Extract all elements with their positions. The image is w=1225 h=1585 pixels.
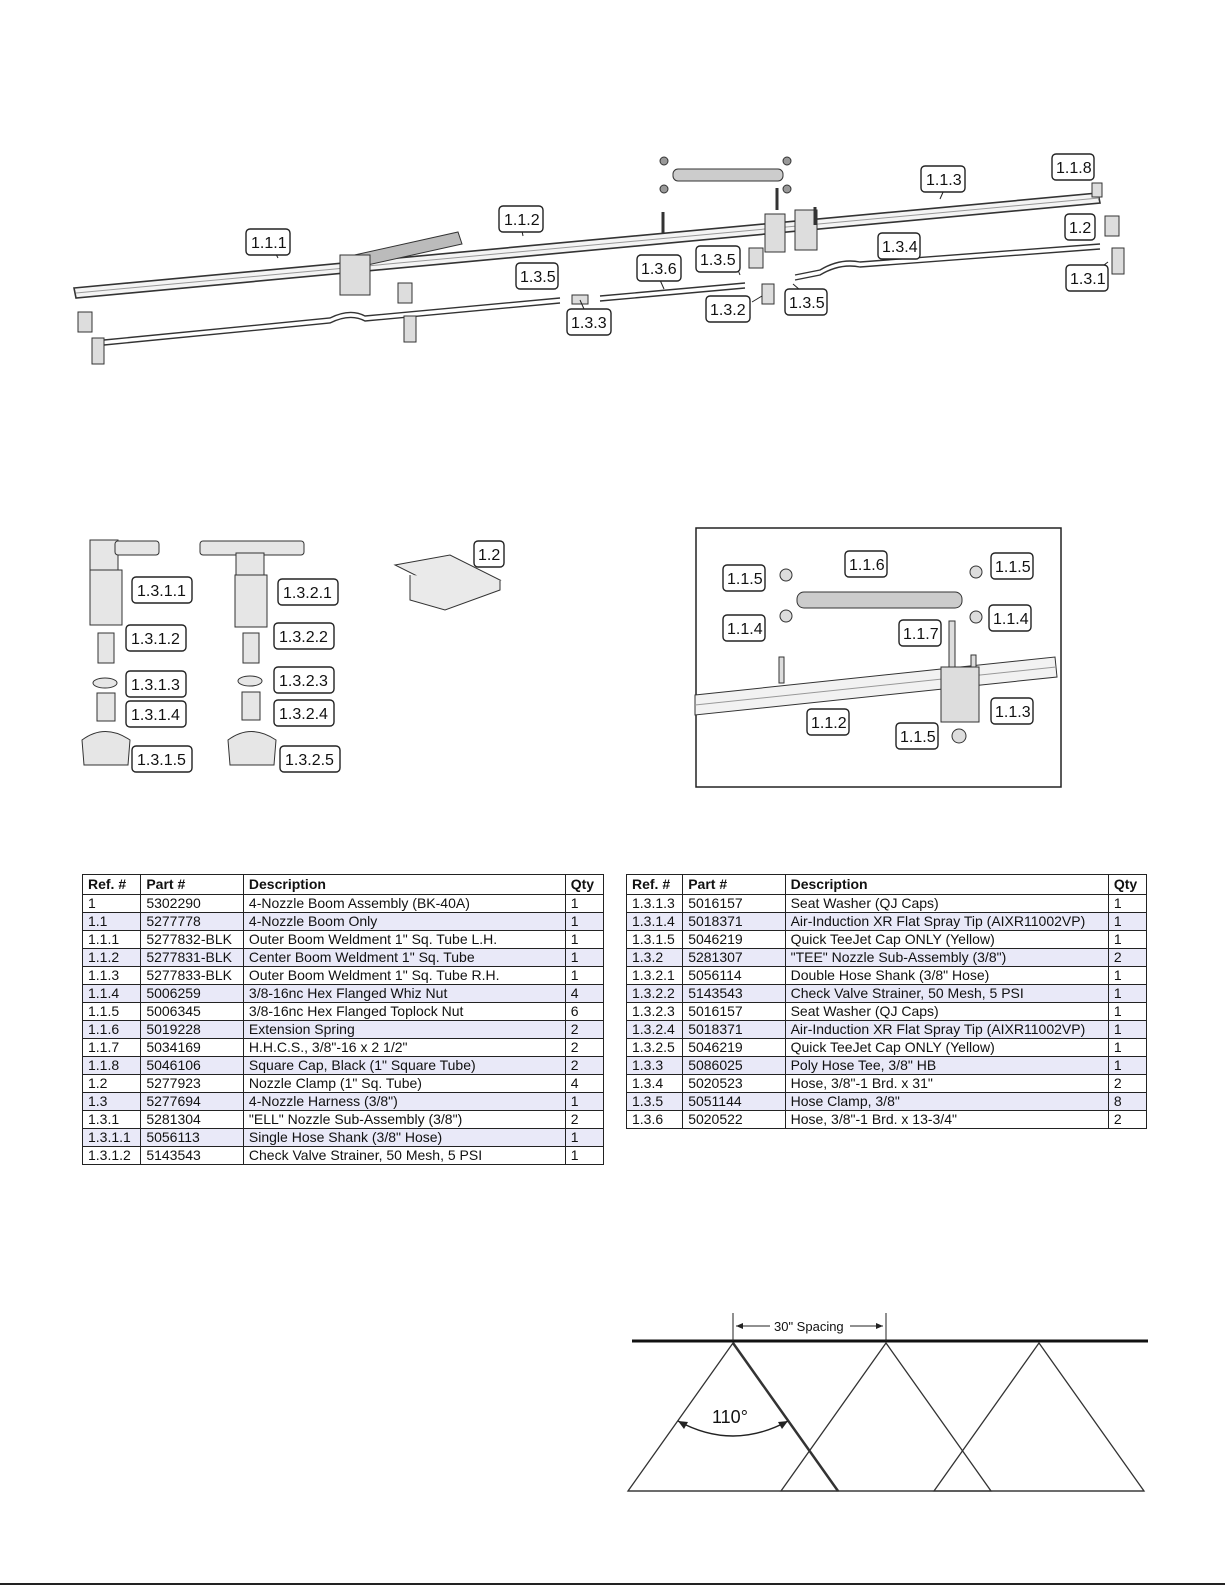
table-cell: Quick TeeJet Cap ONLY (Yellow) [785,1039,1108,1057]
callout-1-3-1-1: 1.3.1.1 [137,583,186,600]
table-cell: 1.1.3 [83,967,141,985]
table-cell: 1 [1108,1039,1146,1057]
table-cell: 2 [1108,949,1146,967]
table-cell: 1.3.2.1 [627,967,683,985]
table-cell: 5018371 [683,1021,785,1039]
boom-exploded-diagram [0,0,1225,400]
table-cell: 4 [565,1075,603,1093]
column-header: Description [785,875,1108,895]
table-cell: Nozzle Clamp (1" Sq. Tube) [243,1075,565,1093]
table-cell: 1.3.1.4 [627,913,683,931]
table-cell: 5143543 [683,985,785,1003]
table-cell: H.H.C.S., 3/8"-16 x 2 1/2" [243,1039,565,1057]
table-cell: 5018371 [683,913,785,931]
callout-inset-1-1-4a: 1.1.4 [727,621,763,638]
callout-inset-1-1-4b: 1.1.4 [993,611,1029,628]
table-cell: 1.3.2.2 [627,985,683,1003]
callout-inset-1-1-6: 1.1.6 [849,557,885,574]
table-cell: 1 [565,931,603,949]
table-row [83,967,604,985]
table-header-row [627,875,1147,895]
table-row [83,1129,604,1147]
table-cell: Check Valve Strainer, 50 Mesh, 5 PSI [243,1147,565,1165]
callout-1-1-8: 1.1.8 [1056,160,1092,177]
table-cell: 1.3.1.3 [627,895,683,913]
callout-1-3-1-4: 1.3.1.4 [131,707,180,724]
column-header: Qty [1108,875,1146,895]
callout-inset-1-1-5a: 1.1.5 [727,571,763,588]
table-cell: 5046106 [141,1057,244,1075]
table-row [627,931,1147,949]
table-cell: 4-Nozzle Harness (3/8") [243,1093,565,1111]
table-row [627,1021,1147,1039]
table-cell: 1 [1108,895,1146,913]
table-cell: 1.1.1 [83,931,141,949]
table-cell: 5020522 [683,1111,785,1129]
table-cell: "ELL" Nozzle Sub-Assembly (3/8") [243,1111,565,1129]
callout-1-3-4: 1.3.4 [882,239,918,256]
callout-clamp-1-2: 1.2 [478,547,501,564]
table-row [83,1057,604,1075]
callout-1-3-2-5: 1.3.2.5 [285,752,334,769]
table-cell: 1 [565,1129,603,1147]
table-cell: 6 [565,1003,603,1021]
table-cell: Hose, 3/8"-1 Brd. x 13-3/4" [785,1111,1108,1129]
callout-1-3-1-5: 1.3.1.5 [137,752,186,769]
table-cell: 1.3.1.5 [627,931,683,949]
table-row [83,1111,604,1129]
table-cell: Square Cap, Black (1" Square Tube) [243,1057,565,1075]
callout-1-3-2-3: 1.3.2.3 [279,673,328,690]
table-cell: 3/8-16nc Hex Flanged Whiz Nut [243,985,565,1003]
callout-inset-1-1-2: 1.1.2 [811,715,847,732]
table-cell: 1 [83,895,141,913]
table-cell: 5281307 [683,949,785,967]
table-row [83,913,604,931]
table-cell: Outer Boom Weldment 1" Sq. Tube R.H. [243,967,565,985]
tee-nozzle-parts [200,541,304,765]
boom-tube [74,193,1100,298]
callout-1-3-2-2: 1.3.2.2 [279,629,328,646]
table-cell: 5016157 [683,895,785,913]
column-header: Ref. # [83,875,141,895]
table-row [627,949,1147,967]
table-cell: Quick TeeJet Cap ONLY (Yellow) [785,931,1108,949]
callout-1-1-3: 1.1.3 [926,172,962,189]
parts-table-left [82,874,604,1165]
ell-nozzle-parts [82,540,159,765]
table-row [627,967,1147,985]
table-cell: Hose Clamp, 3/8" [785,1093,1108,1111]
table-cell: 5277694 [141,1093,244,1111]
table-cell: 4-Nozzle Boom Assembly (BK-40A) [243,895,565,913]
table-cell: 1 [565,949,603,967]
callout-1-2: 1.2 [1069,220,1092,237]
top-spring [660,157,791,210]
column-header: Qty [565,875,603,895]
callout-inset-1-1-5b: 1.1.5 [995,559,1031,576]
callout-inset-1-1-5c: 1.1.5 [900,729,936,746]
table-cell: Poly Hose Tee, 3/8" HB [785,1057,1108,1075]
table-row [627,1003,1147,1021]
table-row [627,1057,1147,1075]
table-cell: 1.2 [83,1075,141,1093]
table-cell: 2 [565,1057,603,1075]
table-cell: 2 [565,1039,603,1057]
angle-label: 110° [712,1407,748,1427]
spacing-label: 30" Spacing [774,1319,844,1334]
table-cell: 1.1.8 [83,1057,141,1075]
table-cell: 2 [565,1111,603,1129]
spray-fans [628,1343,1144,1491]
table-cell: 5056114 [683,967,785,985]
callout-1-3-1-3: 1.3.1.3 [131,677,180,694]
table-cell: 5277778 [141,913,244,931]
callout-1-3-2-4: 1.3.2.4 [279,706,328,723]
table-row [83,985,604,1003]
table-cell: Extension Spring [243,1021,565,1039]
table-cell: 1.3.6 [627,1111,683,1129]
table-cell: 1 [565,1093,603,1111]
table-cell: 1 [1108,967,1146,985]
table-row [627,1075,1147,1093]
table-cell: 5016157 [683,1003,785,1021]
callout-1-3-5b: 1.3.5 [700,252,736,269]
table-cell: 1 [1108,931,1146,949]
table-cell: 5006345 [141,1003,244,1021]
table-cell: 1.1.4 [83,985,141,1003]
table-cell: 5051144 [683,1093,785,1111]
table-row [83,1003,604,1021]
nozzle-detail-diagram [60,525,501,795]
table-cell: 1.1.5 [83,1003,141,1021]
callout-1-3-1: 1.3.1 [1070,271,1106,288]
callout-1-1-1: 1.1.1 [251,235,287,252]
table-cell: Check Valve Strainer, 50 Mesh, 5 PSI [785,985,1108,1003]
callout-1-3-2-1: 1.3.2.1 [283,585,332,602]
table-cell: 1 [565,967,603,985]
table-row [83,949,604,967]
table-row [83,895,604,913]
table-cell: 5302290 [141,895,244,913]
spray-pattern-diagram [630,1305,1150,1505]
table-cell: 3/8-16nc Hex Flanged Toplock Nut [243,1003,565,1021]
table-cell: 2 [565,1021,603,1039]
table-cell: 1.1 [83,913,141,931]
table-cell: 5020523 [683,1075,785,1093]
table-cell: 5006259 [141,985,244,1003]
square-cap-right [1092,183,1102,197]
nozzle-bodies [78,216,1124,364]
table-cell: Center Boom Weldment 1" Sq. Tube [243,949,565,967]
table-cell: "TEE" Nozzle Sub-Assembly (3/8") [785,949,1108,967]
table-cell: 1.3.3 [627,1057,683,1075]
table-cell: 8 [1108,1093,1146,1111]
table-cell: 4-Nozzle Boom Only [243,913,565,931]
table-cell: 1.3.4 [627,1075,683,1093]
table-row [83,1021,604,1039]
table-cell: Air-Induction XR Flat Spray Tip (AIXR11002VP) [785,1021,1108,1039]
column-header: Description [243,875,565,895]
table-cell: 5277832-BLK [141,931,244,949]
callout-1-3-6: 1.3.6 [641,261,677,278]
table-cell: Air-Induction XR Flat Spray Tip (AIXR11002VP) [785,913,1108,931]
table-cell: 1.3.1 [83,1111,141,1129]
table-cell: Double Hose Shank (3/8" Hose) [785,967,1108,985]
table-cell: 5034169 [141,1039,244,1057]
table-cell: Seat Washer (QJ Caps) [785,895,1108,913]
table-cell: 5086025 [683,1057,785,1075]
table-cell: 1.3.1.1 [83,1129,141,1147]
table-cell: 5056113 [141,1129,244,1147]
callout-1-1-2: 1.1.2 [504,212,540,229]
table-cell: 5046219 [683,1039,785,1057]
table-cell: Seat Washer (QJ Caps) [785,1003,1108,1021]
table-cell: Hose, 3/8"-1 Brd. x 31" [785,1075,1108,1093]
table-cell: 5281304 [141,1111,244,1129]
table-cell: 1.1.6 [83,1021,141,1039]
callout-inset-1-1-3: 1.1.3 [995,704,1031,721]
table-cell: Single Hose Shank (3/8" Hose) [243,1129,565,1147]
table-row [627,1093,1147,1111]
table-header-row [83,875,604,895]
table-cell: 5143543 [141,1147,244,1165]
table-cell: 5277833-BLK [141,967,244,985]
parts-table-right [626,874,1147,1129]
table-cell: 2 [1108,1111,1146,1129]
callout-1-3-1-2: 1.3.1.2 [131,631,180,648]
table-cell: 5019228 [141,1021,244,1039]
table-cell: 1 [1108,1003,1146,1021]
callout-inset-1-1-7: 1.1.7 [903,626,939,643]
table-row [627,985,1147,1003]
table-cell: 1.3.1.2 [83,1147,141,1165]
table-cell: 1.3.2 [627,949,683,967]
column-header: Part # [141,875,244,895]
callout-1-3-2: 1.3.2 [710,302,746,319]
table-cell: 1 [565,1147,603,1165]
table-row [83,1093,604,1111]
table-cell: 1.1.2 [83,949,141,967]
table-row [627,1111,1147,1129]
callout-1-3-5a: 1.3.5 [520,269,556,286]
table-row [627,913,1147,931]
table-cell: 5277923 [141,1075,244,1093]
table-cell: 1.3.2.5 [627,1039,683,1057]
table-cell: 1.3.5 [627,1093,683,1111]
table-cell: 1 [1108,913,1146,931]
table-row [83,931,604,949]
table-row [627,895,1147,913]
table-cell: 1 [565,913,603,931]
table-cell: 1 [1108,1057,1146,1075]
callout-1-3-3: 1.3.3 [571,315,607,332]
inset-detail-diagram [695,527,1065,789]
table-cell: 2 [1108,1075,1146,1093]
table-cell: 4 [565,985,603,1003]
column-header: Part # [683,875,785,895]
table-cell: 1 [565,895,603,913]
table-cell: 1.1.7 [83,1039,141,1057]
table-cell: 1 [1108,1021,1146,1039]
table-row [83,1039,604,1057]
column-header: Ref. # [627,875,683,895]
table-cell: 5046219 [683,931,785,949]
table-cell: Outer Boom Weldment 1" Sq. Tube L.H. [243,931,565,949]
table-cell: 5277831-BLK [141,949,244,967]
table-row [83,1075,604,1093]
table-cell: 1.3 [83,1093,141,1111]
table-row [627,1039,1147,1057]
table-cell: 1.3.2.3 [627,1003,683,1021]
table-cell: 1 [1108,985,1146,1003]
callout-1-3-5c: 1.3.5 [789,295,825,312]
table-row [83,1147,604,1165]
table-cell: 1.3.2.4 [627,1021,683,1039]
